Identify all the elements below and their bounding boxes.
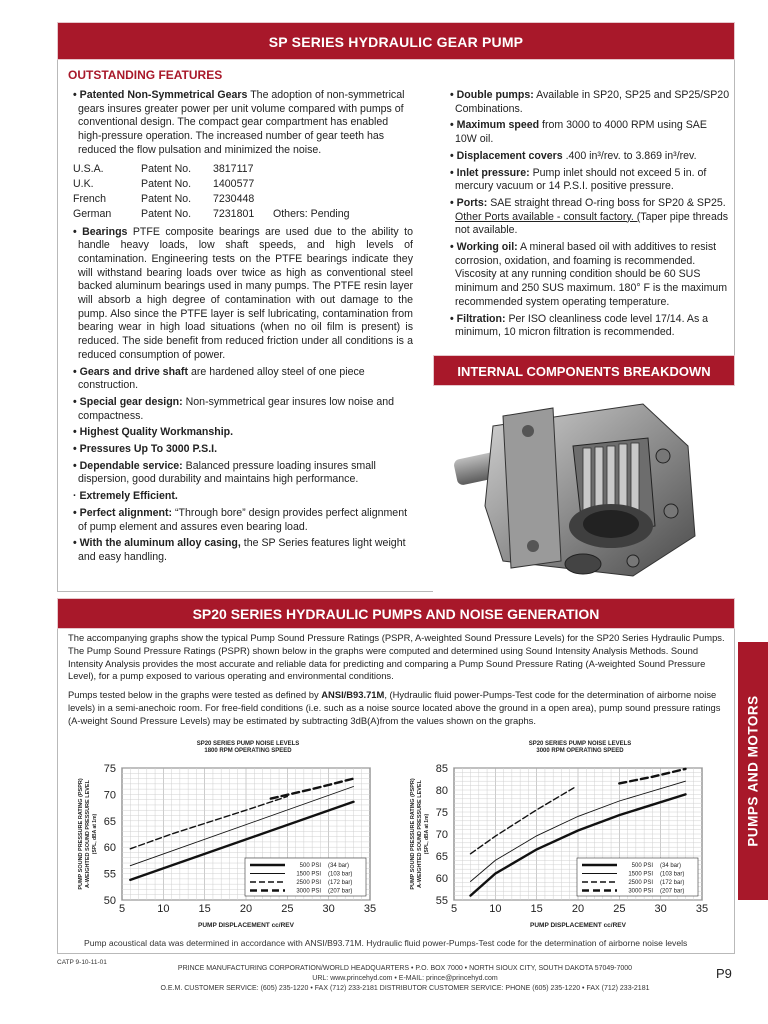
legend-label: 1500 PSI bbox=[628, 871, 653, 878]
x-tick-label: 20 bbox=[239, 903, 253, 915]
y-tick-label: 85 bbox=[435, 763, 448, 775]
y-axis-label-group bbox=[78, 778, 98, 890]
noise-chart-3000rpm bbox=[404, 736, 724, 936]
patent-country: French bbox=[73, 192, 106, 205]
feature-double-pumps: • Double pumps: Available in SP20, SP25 and SP25/SP20 Combinations. bbox=[450, 89, 730, 115]
feature-bearings: • Bearings PTFE composite bearings are used due to the ability to handle heavy loads, low shaft speeds, and high levels of contamination. Engineering tests on the PTFE bearings indicate they will withstand bearing loads over twice as high as conventional steel backed aluminum bearings used in many pumps. The PTFE resin layer will absorb a high degree of contamination with out damage to the pump. Also since the PTFE layer is self lubricating, contamination from bearing wear in high load situations (when no oil film is present) is reduced. The side benefit from reduced friction under all conditions is a reduced consumption of power. bbox=[73, 225, 413, 361]
intro-paragraph-2: Pumps tested below in the graphs were tested as defined by ANSI/B93.71M, (Hydraulic fluid power-Pumps-Test code for the determination of airborne noise levels) in a semi-anechoic room. For free-field conditions (i.e. such as a noise source located above the ground in a open area), pump sound pressure ratings (A-weight Sound Pressure Levels) may be estimated by subtracting 3dB(A)from the values shown on the graphs. bbox=[68, 689, 721, 726]
x-tick-label: 5 bbox=[450, 903, 458, 915]
feature-displacement: • Displacement covers .400 in³/rev. to 3.869 in³/rev. bbox=[450, 149, 697, 162]
patent-extra bbox=[273, 177, 373, 192]
patent-label: Patent No. bbox=[141, 177, 192, 190]
legend-unit: (172 bar) bbox=[660, 880, 685, 887]
legend-unit: (172 bar) bbox=[328, 880, 353, 887]
feature-max-speed: • Maximum speed from 3000 to 4000 RPM using SAE 10W oil. bbox=[450, 119, 707, 146]
noise-chart-1800rpm bbox=[72, 736, 392, 936]
chart-subtitle: 1800 RPM OPERATING SPEED bbox=[204, 748, 292, 754]
y-axis-label-group bbox=[410, 778, 430, 890]
x-tick-label: 35 bbox=[363, 903, 377, 915]
footer bbox=[120, 964, 690, 994]
feature-aluminum: • With the aluminum alloy casing, the SP Series features light weight and easy handling. bbox=[73, 537, 406, 563]
x-tick-label: 10 bbox=[489, 903, 502, 915]
patent-country: U.S.A. bbox=[73, 162, 104, 175]
patent-extra bbox=[273, 162, 373, 177]
legend-unit: (103 bar) bbox=[328, 871, 353, 878]
patent-label: Patent No. bbox=[141, 192, 192, 205]
footer-phone: O.E.M. CUSTOMER SERVICE: (605) 235-1220 • FAX (712) 233-2181 DISTRIBUTOR CUSTOMER SERVICE: PHONE (605) 235-1220 • FAX (712) 233-2181 bbox=[160, 985, 650, 992]
noise-intro-text bbox=[68, 632, 728, 734]
legend-unit: (34 bar) bbox=[660, 863, 682, 870]
feature-gears: • Patented Non-Symmetrical Gears The adoption of non-symmetrical gears insures greater power per unit volume compared with pumps of conventional design. The compact gear compartment has enabled high-pressure operation. The increased number of gear teeth has reduced the flow pulsation and minimized the noise. bbox=[73, 89, 405, 156]
chart-subtitle: 3000 RPM OPERATING SPEED bbox=[536, 748, 624, 754]
legend-unit: (103 bar) bbox=[660, 871, 685, 878]
x-tick-label: 25 bbox=[281, 903, 294, 915]
y-tick-label: 55 bbox=[435, 895, 448, 907]
patent-num: 7231801 bbox=[213, 207, 255, 220]
noise-section-banner: SP20 SERIES HYDRAULIC PUMPS AND NOISE GENERATION bbox=[57, 598, 735, 629]
patent-row bbox=[73, 207, 373, 222]
x-axis-label: PUMP DISPLACEMENT cc/REV bbox=[198, 922, 294, 929]
x-tick-label: 15 bbox=[530, 903, 543, 915]
x-tick-label: 5 bbox=[118, 903, 126, 915]
y-tick-label: 70 bbox=[103, 789, 116, 802]
legend-label: 500 PSI bbox=[299, 863, 321, 870]
feature-filtration: • Filtration: Per ISO cleanliness code level 17/14. As a minimum, 10 micron filtration is recommended. bbox=[450, 312, 709, 339]
patent-row bbox=[73, 192, 373, 207]
y-tick-label: 80 bbox=[435, 785, 448, 797]
chart-title: SP20 SERIES PUMP NOISE LEVELS bbox=[196, 741, 300, 747]
x-tick-label: 25 bbox=[613, 903, 626, 915]
legend-label: 3000 PSI bbox=[628, 888, 653, 895]
page-number: P9 bbox=[716, 966, 732, 981]
pump-cutaway-photo bbox=[433, 386, 735, 592]
features-heading: OUTSTANDING FEATURES bbox=[68, 68, 223, 82]
features-left-column bbox=[68, 89, 413, 568]
patent-row bbox=[73, 177, 373, 192]
patent-country: German bbox=[73, 207, 112, 220]
x-tick-label: 30 bbox=[654, 903, 667, 915]
patent-num: 1400577 bbox=[213, 177, 255, 190]
footer-web: URL: www.princehyd.com • E-MAIL: prince@princehyd.com bbox=[312, 975, 498, 982]
y-tick-label: 70 bbox=[435, 829, 448, 841]
x-tick-label: 10 bbox=[157, 903, 170, 915]
y-tick-label: 65 bbox=[103, 815, 116, 828]
y-tick-label: 75 bbox=[435, 807, 448, 819]
feature-pressures: • Pressures Up To 3000 P.S.I. bbox=[73, 443, 218, 456]
y-tick-label: 75 bbox=[103, 763, 116, 775]
patent-extra bbox=[273, 192, 373, 207]
y-tick-label: 65 bbox=[435, 851, 448, 863]
legend-label: 500 PSI bbox=[631, 863, 653, 870]
feature-special-gear: • Special gear design: Non-symmetrical gear insures low noise and compactness. bbox=[73, 395, 395, 422]
chart-1800rpm-svg bbox=[72, 736, 392, 936]
patent-extra: Others: Pending bbox=[273, 207, 350, 220]
patent-num: 7230448 bbox=[213, 192, 255, 205]
legend-unit: (207 bar) bbox=[328, 888, 353, 895]
internal-components-banner: INTERNAL COMPONENTS BREAKDOWN bbox=[433, 355, 735, 386]
feature-ports: • Ports: SAE straight thread O-ring boss for SP20 & SP25. Other Ports available - consult factory. (Taper pipe threads not available. bbox=[450, 196, 729, 237]
legend-label: 2500 PSI bbox=[296, 880, 321, 887]
y-axis-label: (SPL, dBA at 1m) bbox=[424, 813, 430, 855]
catalog-code: CATP 9-10-11-01 bbox=[57, 959, 107, 966]
legend-label: 2500 PSI bbox=[628, 880, 653, 887]
patent-label: Patent No. bbox=[141, 207, 192, 220]
legend-unit: (207 bar) bbox=[660, 888, 685, 895]
y-tick-label: 60 bbox=[103, 842, 116, 855]
feature-dependable: • Dependable service: Balanced pressure loading insures small dispersion, good durability and maintains high performance. bbox=[73, 459, 376, 486]
y-axis-label: PUMP SOUND PRESSURE RATING (PSPR) bbox=[78, 778, 84, 890]
patent-table bbox=[73, 162, 373, 222]
feature-shaft: • Gears and drive shaft are hardened alloy steel of one piece construction. bbox=[73, 365, 365, 392]
chart-3000rpm-svg bbox=[404, 736, 724, 936]
x-tick-label: 20 bbox=[571, 903, 585, 915]
x-tick-label: 35 bbox=[695, 903, 709, 915]
x-axis-label: PUMP DISPLACEMENT cc/REV bbox=[530, 922, 626, 929]
chart-title: SP20 SERIES PUMP NOISE LEVELS bbox=[528, 741, 632, 747]
feature-alignment: • Perfect alignment: “Through bore” design provides perfect alignment of pump element and assures even bearing load. bbox=[73, 506, 408, 533]
legend-unit: (34 bar) bbox=[328, 863, 350, 870]
pumps-motors-side-tab[interactable]: PUMPS AND MOTORS bbox=[738, 642, 768, 900]
feature-inlet: • Inlet pressure: Pump inlet should not exceed 5 in. of mercury vacuum or 14 P.S.I. positive pressure. bbox=[450, 166, 707, 193]
footnote: Pump acoustical data was determined in accordance with ANSI/B93.71M. Hydraulic fluid power-Pumps-Test code for the determination of airborne noise levels bbox=[84, 938, 688, 948]
feature-quality: • Highest Quality Workmanship. bbox=[73, 426, 234, 439]
legend-label: 3000 PSI bbox=[296, 888, 321, 895]
patent-label: Patent No. bbox=[141, 162, 192, 175]
feature-working-oil: • Working oil: A mineral based oil with additives to resist corrosion, oxidation, and foaming is recommended. Viscosity at any running condition should be 60 SUS minimum and 250 SUS maximum. 180° F is the maximum recommended system operating temperature. bbox=[450, 241, 728, 308]
pump-illustration bbox=[433, 386, 735, 592]
y-tick-label: 50 bbox=[103, 895, 116, 907]
y-tick-label: 55 bbox=[103, 868, 116, 881]
intro-paragraph-1: The accompanying graphs show the typical Pump Sound Pressure Ratings (PSPR, A-weighted Sound Pressure Levels) for the SP20 Series Hydraulic Pumps. The Pump Sound Pressure Ratings (PSPR) shown below in the graphs were computed and determined using Sound Intensity Analysis Methods. Sound Intensity Analysis provides the most accurate and reliable data for predicting and comparing a Pump Sound Pressure Rating (A-weighted Sound Pressure Level), for a pump exposed to various operating and environmental conditions. bbox=[68, 632, 725, 682]
y-axis-label: PUMP SOUND PRESSURE RATING (PSPR) bbox=[410, 778, 416, 890]
footer-address: PRINCE MANUFACTURING CORPORATION/WORLD HEADQUARTERS • P.O. BOX 7000 • NORTH SIOUX CITY, SOUTH DAKOTA 57049-7000 bbox=[177, 965, 633, 972]
feature-efficient: · Extremely Efficient. bbox=[73, 490, 178, 503]
patent-num: 3817117 bbox=[213, 162, 254, 175]
features-right-column bbox=[445, 89, 730, 343]
y-axis-label: A-WEIGHTED SOUND PRESSURE LEVEL bbox=[417, 780, 423, 888]
x-tick-label: 30 bbox=[322, 903, 335, 915]
y-axis-label: (SPL, dBA at 1m) bbox=[92, 813, 98, 855]
legend-label: 1500 PSI bbox=[296, 871, 321, 878]
y-axis-label: A-WEIGHTED SOUND PRESSURE LEVEL bbox=[85, 780, 91, 888]
x-tick-label: 15 bbox=[198, 903, 211, 915]
patent-row bbox=[73, 162, 373, 177]
patent-country: U.K. bbox=[73, 177, 94, 190]
page-title: SP SERIES HYDRAULIC GEAR PUMP bbox=[57, 22, 735, 60]
y-tick-label: 60 bbox=[435, 873, 448, 885]
